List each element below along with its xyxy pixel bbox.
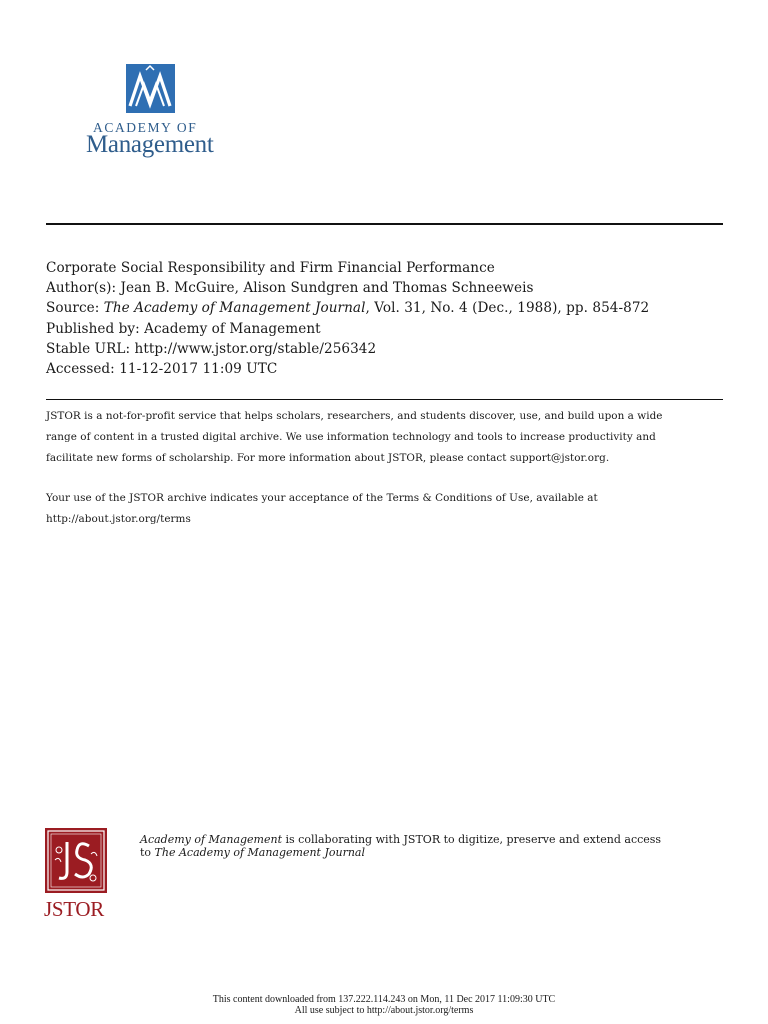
academy-of-management-logo-icon bbox=[126, 64, 175, 113]
authors-value: Jean B. McGuire, Alison Sundgren and Thomas Schneeweis bbox=[120, 280, 534, 296]
footer-download-line: This content downloaded from 137.222.114.243 on Mon, 11 Dec 2017 11:09:30 UTC bbox=[212, 994, 556, 1005]
authors-line bbox=[46, 278, 534, 298]
terms-link[interactable]: http://about.jstor.org/terms bbox=[46, 513, 191, 525]
stable-url-line bbox=[46, 339, 376, 359]
published-by-label: Published by: bbox=[46, 321, 140, 337]
notice-para1-line2: range of content in a trusted digital archive. We use information technology and tools to increase productivity and bbox=[46, 431, 656, 443]
article-title: Corporate Social Responsibility and Firm Financial Performance bbox=[46, 260, 495, 276]
footer-terms-line: All use subject to http://about.jstor.org/terms bbox=[294, 1005, 474, 1016]
jstor-wordmark: JSTOR bbox=[44, 897, 104, 921]
published-by-line bbox=[46, 319, 321, 339]
notice-para2-line1: Your use of the JSTOR archive indicates your acceptance of the Terms & Conditions of Use, available at bbox=[46, 492, 598, 504]
middle-divider bbox=[46, 399, 723, 400]
accessed-value: 11-12-2017 11:09 UTC bbox=[119, 361, 278, 377]
top-divider bbox=[46, 223, 723, 225]
collaboration-line2 bbox=[140, 846, 365, 859]
collaboration-journal: The Academy of Management Journal bbox=[154, 846, 366, 859]
source-journal: The Academy of Management Journal bbox=[103, 300, 366, 316]
collaboration-text: is collaborating with JSTOR to digitize, preserve and extend access bbox=[282, 833, 662, 846]
accessed-label: Accessed: bbox=[46, 361, 115, 377]
source-label: Source: bbox=[46, 300, 100, 316]
source-details: , Vol. 31, No. 4 (Dec., 1988), pp. 854-872 bbox=[365, 300, 650, 316]
publisher-logo-line1: ACADEMY OF bbox=[93, 120, 198, 135]
jstor-ornamental-logo-icon bbox=[45, 828, 107, 893]
notice-para1-line3: facilitate new forms of scholarship. For more information about JSTOR, please contact support@jstor.org. bbox=[46, 452, 610, 464]
publisher-logo-line2: Management bbox=[86, 131, 214, 158]
source-line bbox=[46, 298, 649, 318]
published-by-value: Academy of Management bbox=[144, 321, 321, 337]
notice-para1-line1: JSTOR is a not-for-profit service that helps scholars, researchers, and students discover, use, and build upon a wide bbox=[46, 410, 663, 422]
collaboration-publisher: Academy of Management bbox=[140, 833, 283, 846]
authors-label: Author(s): bbox=[46, 280, 117, 296]
collaboration-line1 bbox=[140, 833, 661, 846]
stable-url-link[interactable]: http://www.jstor.org/stable/256342 bbox=[134, 341, 377, 357]
collaboration-prefix: to bbox=[140, 846, 155, 859]
accessed-line bbox=[46, 359, 277, 379]
stable-url-label: Stable URL: bbox=[46, 341, 131, 357]
